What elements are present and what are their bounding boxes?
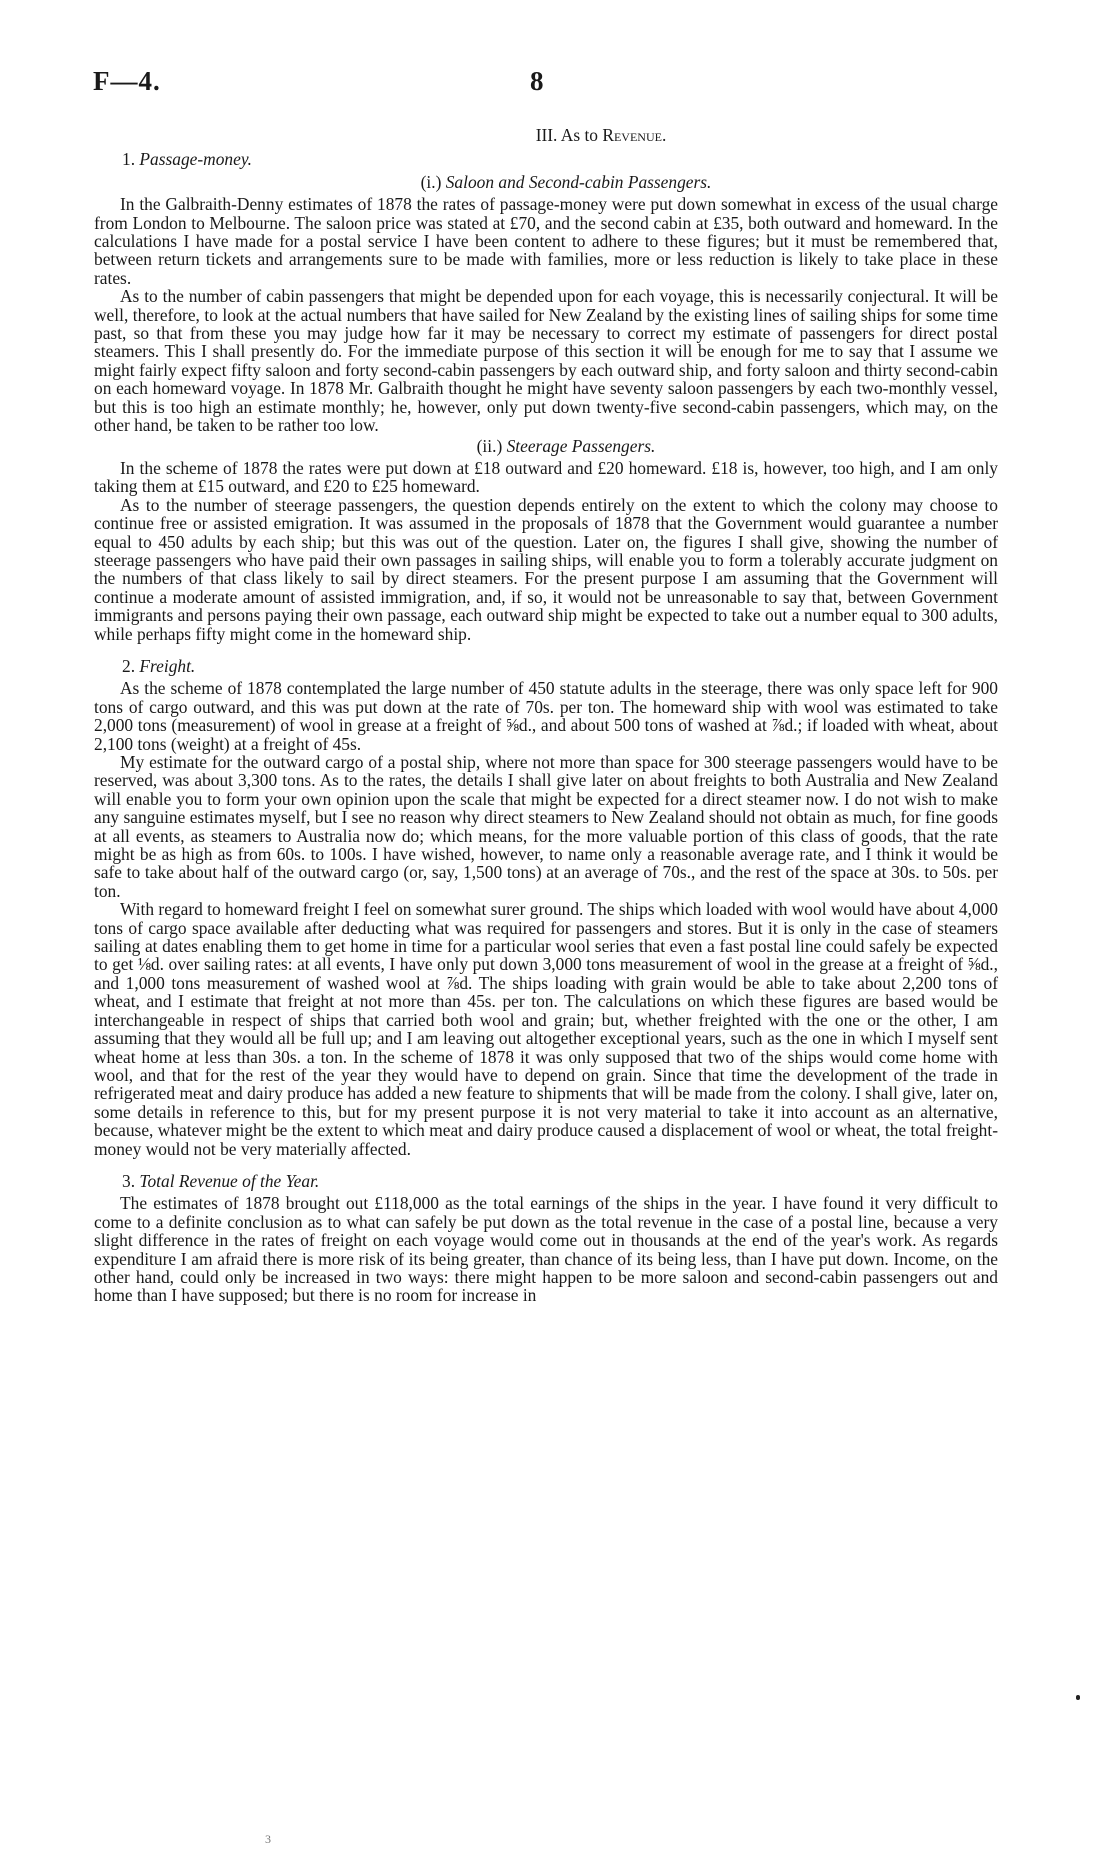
document-body bbox=[94, 118, 998, 1305]
heading-passage-money bbox=[122, 150, 998, 168]
page-reference: F—4. bbox=[93, 66, 161, 96]
paragraph: With regard to homeward freight I feel on somewhat surer ground. The ships which loaded with wool would have about 4,000 tons of cargo space available after deducting what was required for passengers and stores. But it is only in the case of steamers sailing at dates enabling them to get home in time for a particular wool series that even a fast postal line could safely be expected to get ⅛d. over sailing rates: at all events, I have only put down 3,000 tons measurement of wool in the grease at a freight of ⅝d., and 1,000 tons measurement of washed wool at ⅞d. The ships loading with grain would be able to take about 2,200 tons of wheat, and I estimate that freight at not more than 45s. per ton. The calculations on which these figures are based would be interchangeable in respect of ships that carried both wool and grain; but, whether freighted with the one or the other, I am assuming that they would all be full up; and I am leaving out altogether exceptional years, such as the one in which I myself sent wheat home at less than 30s. a ton. In the scheme of 1878 it was only supposed that two of the ships would come home with wool, and that for the rest of the year they would have to depend on grain. Since that time the development of the trade in refrigerated meat and dairy produce has added a new feature to shipments that will be made from the colony. I shall give, later on, some details in reference to this, but for my present purpose it is not very material to take it into account as an alternative, because, whatever might be the extent to which meat and dairy produce caused a displacement of wool or wheat, the total freight-money would not be very materially affected. bbox=[94, 899, 998, 1159]
section-title bbox=[94, 126, 998, 144]
spacer bbox=[94, 643, 998, 657]
heading-freight bbox=[122, 657, 998, 675]
page-number: 8 bbox=[530, 66, 544, 96]
subheading-text: Saloon and Second-cabin Passengers. bbox=[445, 171, 712, 192]
section-title-main: Revenue. bbox=[602, 125, 667, 145]
paragraph: The estimates of 1878 brought out £118,000 as the total earnings of the ships in the year. I have found it very difficult to come to a definite conclusion as to what can safely be put down as the total revenue in the case of a postal line, because a very slight difference in the rates of freight on each voyage would come out in thousands at the end of the year's work. As regards expenditure I am afraid there is more risk of its being greater, than chance of its being less, than I have put down. Income, on the other hand, could only be increased in two ways: there might happen to be more saloon and second-cabin passengers out and home than I have supposed; but there is no room for increase in bbox=[94, 1193, 998, 1306]
subheading-steerage bbox=[94, 437, 998, 455]
heading-text: Freight. bbox=[139, 655, 196, 676]
heading-number: 2. bbox=[122, 655, 136, 676]
heading-text: Passage-money. bbox=[139, 149, 252, 170]
paragraph: As the scheme of 1878 contemplated the large number of 450 statute adults in the steerage, there was only space left for 900 tons of cargo outward, and this was put down at the rate of 70s. per ton. The homeward ship with wool was estimated to take 2,000 tons (measurement) of wool in grease at a freight of ⅝d., and about 500 tons of washed at ⅞d.; if loaded with wheat, about 2,100 tons (weight) at a freight of 45s. bbox=[94, 678, 998, 754]
subheading-saloon bbox=[94, 173, 998, 191]
paragraph: In the Galbraith-Denny estimates of 1878 the rates of passage-money were put down somewhat in excess of the usual charge from London to Melbourne. The saloon price was stated at £70, and the second cabin at £35, both outward and homeward. In the calculations I have made for a postal service I have been content to adhere to these figures; but it must be remembered that, between return tickets and arrangements sure to be made with families, more or less reduction is likely to take place in these rates. bbox=[94, 194, 998, 288]
ink-speck bbox=[1076, 1695, 1080, 1700]
paragraph: As to the number of cabin passengers that might be depended upon for each voyage, this is necessarily conjectural. It will be well, therefore, to look at the actual numbers that have sailed for New Zealand by the existing lines of sailing ships for some time past, so that from these you may judge how far it may be necessary to correct my estimate of passengers for direct postal steamers. This I shall presently do. For the immediate purpose of this section it will be enough for me to say that I assume we might fairly expect fifty saloon and forty second-cabin passengers by each outward ship, and forty saloon and thirty second-cabin on each homeward voyage. In 1878 Mr. Galbraith thought he might have seventy saloon passengers by each two-monthly vessel, but this is too high an estimate monthly; he, however, only put down twenty-five second-cabin passengers, which may, on the other hand, be taken to be rather too low. bbox=[94, 286, 998, 436]
heading-total-revenue bbox=[122, 1172, 998, 1190]
paragraph: In the scheme of 1878 the rates were put down at £18 outward and £20 homeward. £18 is, however, too high, and I am only taking them at £15 outward, and £20 to £25 homeward. bbox=[94, 457, 998, 497]
subheading-number: (ii.) bbox=[476, 435, 503, 456]
subheading-text: Steerage Passengers. bbox=[506, 435, 656, 456]
spacer bbox=[94, 1158, 998, 1172]
heading-number: 1. bbox=[122, 149, 136, 170]
section-title-prefix: III. As to bbox=[535, 125, 598, 145]
paragraph: My estimate for the outward cargo of a postal ship, where not more than space for 300 steerage passengers would have to be reserved, was about 3,300 tons. As to the rates, the details I shall give later on about freights to both Australia and New Zealand will enable you to form your own opinion upon the scale that might be expected for a direct steamer now. I do not wish to make any sanguine estimates myself, but I see no reason why direct steamers to New Zealand should not obtain as much, for fine goods at all events, as steamers to Australia now do; which means, for the more valuable portion of this class of goods, that the rate might be as high as from 60s. to 100s. I have wished, however, to name only a reasonable average rate, and I think it would be safe to take about half of the outward cargo (or, say, 1,500 tons) at an average of 70s., and the rest of the space at 30s. to 50s. per ton. bbox=[94, 752, 998, 901]
footer-mark: 3 bbox=[265, 1832, 271, 1846]
subheading-number: (i.) bbox=[420, 171, 442, 192]
heading-number: 3. bbox=[122, 1170, 136, 1191]
heading-text: Total Revenue of the Year. bbox=[139, 1170, 320, 1191]
paragraph: As to the number of steerage passengers, the question depends entirely on the extent to which the colony may choose to continue free or assisted emigration. It was assumed in the proposals of 1878 that the Government would guarantee a number equal to 450 adults by each ship; but this was out of the question. Later on, the figures I shall give, showing the number of steerage passengers who have paid their own passages in sailing ships, will enable you to form a tolerably accurate judgment on the numbers of that class likely to sail by direct steamers. For the present purpose I am assuming that the Government will continue a moderate amount of assisted immigration, and, if so, it would not be unreasonable to say that, between Government immigrants and persons paying their own passage, each outward ship might be expected to take out a number equal to 300 adults, while perhaps fifty might come in the homeward ship. bbox=[94, 494, 998, 644]
